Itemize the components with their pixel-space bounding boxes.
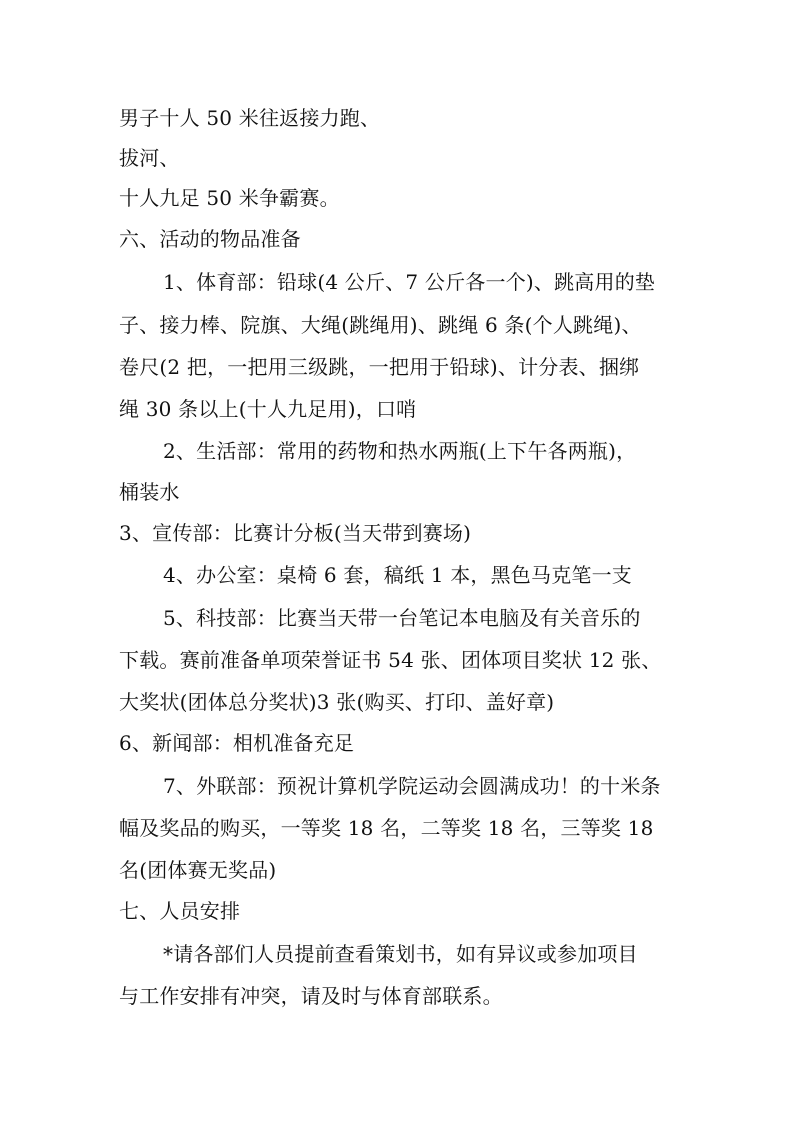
text-line-10: 桶装水 (119, 480, 180, 504)
text-line-17: 7、外联部：预祝计算机学院运动会圆满成功！的十米条 (163, 774, 661, 798)
section-heading-materials: 六、活动的物品准备 (119, 227, 301, 251)
text-line-3: 十人九足 50 米争霸赛。 (119, 186, 340, 210)
section-heading-staff: 七、人员安排 (119, 899, 241, 923)
text-line-12: 4、办公室：桌椅 6 套，稿纸 1 本，黑色马克笔一支 (163, 563, 633, 587)
text-line-18: 幅及奖品的购买，一等奖 18 名，二等奖 18 名，三等奖 18 (119, 816, 654, 840)
text-line-13: 5、科技部：比赛当天带一台笔记本电脑及有关音乐的 (163, 606, 641, 630)
text-line-2: 拔河、 (119, 146, 180, 170)
text-line-9: 2、生活部：常用的药物和热水两瓶(上下午各两瓶)， (163, 439, 637, 463)
text-line-1: 男子十人 50 米往返接力跑、 (119, 106, 381, 130)
text-line-8: 绳 30 条以上(十人九足用)，口哨 (119, 397, 417, 421)
text-line-6: 子、接力棒、院旗、大绳(跳绳用)、跳绳 6 条(个人跳绳)、 (119, 313, 642, 337)
text-line-19: 名(团体赛无奖品) (119, 858, 277, 882)
text-line-22: 与工作安排有冲突，请及时与体育部联系。 (119, 984, 503, 1008)
text-line-5: 1、体育部：铅球(4 公斤、7 公斤各一个)、跳高用的垫 (163, 270, 656, 294)
text-line-16: 6、新闻部：相机准备充足 (119, 731, 355, 755)
text-line-15: 大奖状(团体总分奖状)3 张(购买、打印、盖好章) (119, 690, 555, 714)
text-line-7: 卷尺(2 把，一把用三级跳，一把用于铅球)、计分表、捆绑 (119, 355, 640, 379)
text-line-14: 下载。赛前准备单项荣誉证书 54 张、团体项目奖状 12 张、 (119, 648, 662, 672)
text-line-11: 3、宣传部：比赛计分板(当天带到赛场) (119, 521, 472, 545)
text-line-21: *请各部们人员提前查看策划书，如有异议或参加项目 (163, 942, 638, 966)
